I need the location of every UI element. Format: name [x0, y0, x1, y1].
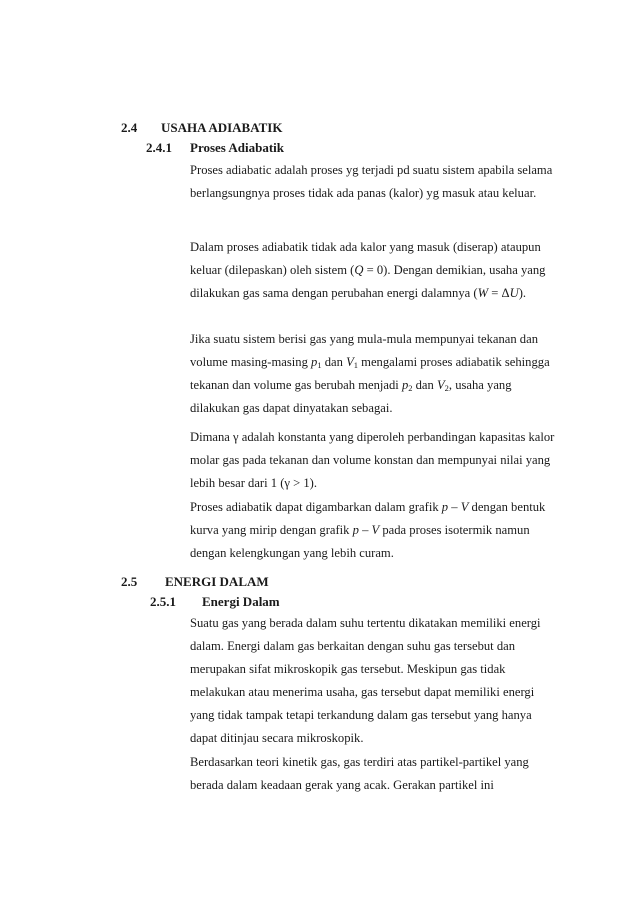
subsection-number: 2.4.1 [146, 140, 172, 155]
section-heading-2-5 [121, 574, 321, 590]
subsection-title: Energi Dalam [202, 594, 280, 609]
section-heading-2-4 [121, 120, 321, 136]
paragraph: Proses adiabatik dapat digambarkan dalam grafik p – V dengan bentuk kurva yang mirip dengan grafik p – V pada proses isotermik namun dengan kelengkungan yang lebih curam. [190, 500, 546, 560]
section-number: 2.4 [121, 120, 138, 135]
paragraph: Proses adiabatic adalah proses yg terjadi pd suatu sistem apabila selama berlangsungnya proses tidak ada panas (kalor) yg masuk atau keluar. [190, 163, 553, 200]
paragraph: Suatu gas yang berada dalam suhu tertentu dikatakan memiliki energi dalam. Energi dalam gas berkaitan dengan suhu gas tersebut dan merupakan sifat mikroskopik gas tersebut. Meskipun gas tidak melakukan atau menerima usaha, gas tersebut dapat memiliki energi yang tidak tampak tetapi terkandung dalam gas tersebut yang hanya dapat ditinjau secara mikroskopik. [190, 616, 541, 745]
paragraph: Berdasarkan teori kinetik gas, gas terdiri atas partikel-partikel yang berada dalam keadaan gerak yang acak. Gerakan partikel ini [190, 755, 529, 792]
section-title: USAHA ADIABATIK [161, 120, 283, 135]
subsection-heading-2-4-1 [146, 140, 346, 156]
subsection-heading-2-5-1 [150, 594, 350, 610]
paragraph: Dimana γ adalah konstanta yang diperoleh perbandingan kapasitas kalor molar gas pada tekanan dan volume konstan dan mempunyai nilai yang lebih besar dari 1 (γ > 1). [190, 430, 555, 490]
paragraph: Dalam proses adiabatik tidak ada kalor yang masuk (diserap) ataupun keluar (dilepaskan) oleh sistem (Q = 0). Dengan demikian, usaha yang dilakukan gas sama dengan perubahan energi dalamnya (W = ΔU). [190, 240, 546, 300]
section-number: 2.5 [121, 574, 138, 589]
paragraph: Jika suatu sistem berisi gas yang mula-mula mempunyai tekanan dan volume masing-masing $p_1$ dan $V_1$ mengalami proses adiabatik sehingga tekanan dan volume gas berubah menjadi $p_2$ dan $V_2$, usaha yang dilakukan gas dapat dinyatakan sebagai. [190, 332, 550, 415]
subsection-number: 2.5.1 [150, 594, 176, 609]
subsection-title: Proses Adiabatik [190, 140, 285, 155]
section-title: ENERGI DALAM [165, 574, 269, 589]
